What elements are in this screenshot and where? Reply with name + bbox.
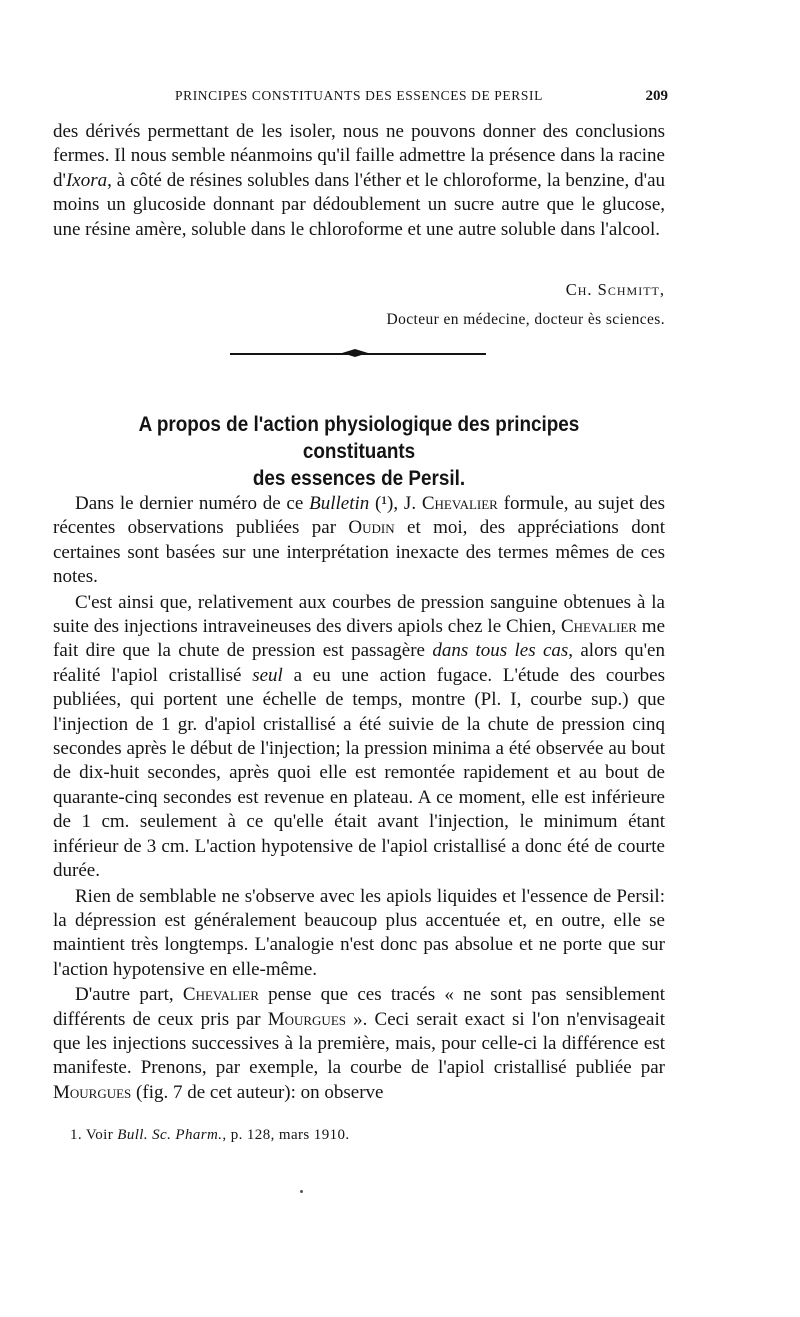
text-run: (fig. 7 de cet auteur): on observe xyxy=(131,1081,384,1103)
page-number: 209 xyxy=(645,88,668,104)
italic-journal: Bulletin xyxy=(309,493,370,514)
text-run: Dans le dernier numéro de ce xyxy=(75,493,310,514)
text-run: , J. xyxy=(393,493,422,514)
text-run: des dérivés permettant de les isoler, nous ne pouvons donner des conclusions fermes. Il nous semble néanmoins qu'il faille admettre la présence dans la racine d' xyxy=(53,121,665,191)
author-name: Mourgues xyxy=(267,1008,346,1030)
author-signature xyxy=(566,280,665,300)
title-line: A propos de l'action physiologique des principes constituants xyxy=(138,413,580,463)
author-name: Oudin xyxy=(348,517,395,539)
author-name: Chevalier xyxy=(560,616,637,638)
text-run: C'est ainsi que, relativement aux courbes de pression sanguine obtenues à la suite des injections intraveineuses des divers apiols chez le Chien, xyxy=(53,591,665,638)
print-speck xyxy=(300,1190,303,1193)
footnote-ref: (¹) xyxy=(369,493,394,514)
italic-citation: Bull. Sc. Pharm. xyxy=(117,1127,223,1143)
running-header xyxy=(175,88,668,104)
text-run: et moi, des appréciations dont certaines sont basées sur une interprétation inexacte des termes mêmes de ces notes. xyxy=(53,517,665,588)
text-run: D'autre part, xyxy=(75,984,183,1006)
section-divider xyxy=(230,353,486,355)
author-name: Chevalier xyxy=(182,984,259,1006)
paragraph: Rien de semblable ne s'observe avec les apiols liquides et l'essence de Persil: la dépression est généralement beaucoup plus accentuée et, en outre, elle se maintient très longtemps. L'analogie n'est donc pas absolue et ne porte que sur l'action hypotensive en elle-même. xyxy=(53,885,665,980)
title-line: des essences de Persil. xyxy=(252,467,466,490)
footnote xyxy=(70,1127,350,1144)
paragraph xyxy=(53,983,665,1105)
author-name: Chevalier xyxy=(421,493,498,514)
text-run: ». Ceci serait exact si l'on n'envisageait que les injections successives à la première, mais, pour celle-ci la différence est manifeste. Prenons, par exemple, la courbe de l'apiol cristallisé publiée par xyxy=(53,1008,666,1079)
article-body xyxy=(53,492,665,1106)
italic-genus-name: Ixora xyxy=(65,169,108,191)
text-run: formule, au sujet des récentes observations publiées par xyxy=(53,493,666,539)
paragraph xyxy=(53,492,665,590)
text-run: , à côté de résines solubles dans l'éther et le chloroforme, la benzine, d'au moins un glucoside donnant par dédoublement un sucre autre que le glucose, une résine amère, soluble dans le chloroforme et une autre soluble dans l'alcool. xyxy=(53,169,665,240)
article-title xyxy=(84,411,635,492)
divider-ornament xyxy=(342,349,368,357)
previous-article-conclusion xyxy=(53,120,665,242)
running-title: PRINCIPES CONSTITUANTS DES ESSENCES DE PERSIL xyxy=(175,88,543,103)
text-run: a eu une action fugace. L'étude des courbes publiées, qui portent une échelle de temps, montre (Pl. I, courbe sup.) que l'injection de 1 gr. d'apiol cristallisé a été suivie de la chute de pression cinq secondes après le début de l'injection; la pression minima a été observée au bout de dix-huit secondes, après quoi elle est remontée rapidement et au bout de quarante-cinq secondes est revenue en plateau. A ce moment, elle est inférieure de 1 cm. seulement à ce qu'elle était avant l'injection, le minimum étant inférieur de 3 cm. L'action hypotensive de l'apiol cristallisé a donc été de courte durée. xyxy=(53,664,665,882)
text-run: pense que ces tracés « ne sont pas sensiblement différents de ceux pris par xyxy=(53,984,666,1030)
text-run: , p. 128, mars 1910. xyxy=(222,1127,350,1143)
italic-phrase: seul xyxy=(252,664,283,686)
text-run: , alors qu'en réalité l'apiol cristallisé xyxy=(53,640,665,686)
signature-text: Ch. Schmitt, xyxy=(565,280,665,299)
paragraph xyxy=(53,591,665,884)
italic-phrase: dans tous les cas xyxy=(432,640,569,662)
text-run: me fait dire que la chute de pression est passagère xyxy=(53,616,666,662)
author-affiliation: Docteur en médecine, docteur ès sciences. xyxy=(386,311,665,328)
author-name: Mourgues xyxy=(53,1081,132,1103)
text-run: 1. Voir xyxy=(70,1127,118,1143)
